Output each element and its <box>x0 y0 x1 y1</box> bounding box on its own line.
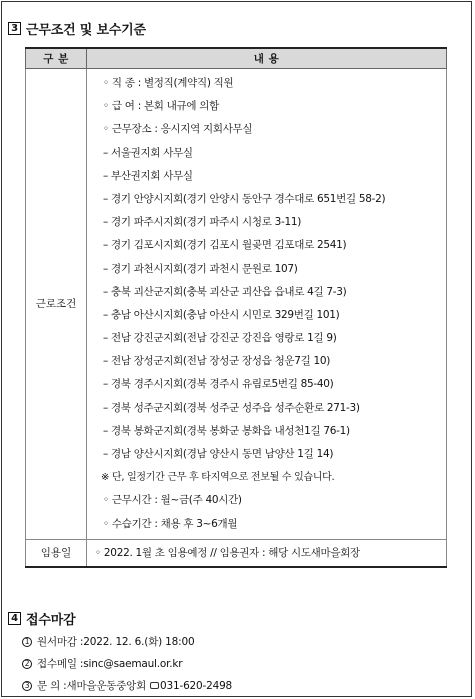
office-item: – 경기 김포시지회(경기 김포시 월곶면 김포대로 2541) <box>103 239 347 252</box>
telephone-icon <box>150 682 159 689</box>
office-item: – 경북 경주시지회(경북 경주시 유림로5번길 85-40) <box>103 378 334 391</box>
section3-heading <box>8 19 146 38</box>
office-item: – 경기 과천시지회(경기 과천시 문원로 107) <box>103 262 298 275</box>
office-item: – 경기 파주시지회(경기 파주시 시청로 3-11) <box>103 216 302 229</box>
email-item <box>22 656 182 671</box>
email-label: 접수메일 : <box>37 658 84 670</box>
office-item: – 부산권지회 사무실 <box>103 169 193 182</box>
office-item: – 경북 봉화군지회(경북 봉화군 봉화읍 내성천1길 76-1) <box>103 424 350 437</box>
table-row-appointment <box>26 539 447 567</box>
conditions-table <box>25 47 447 568</box>
inquiry-item <box>22 678 232 693</box>
office-item: – 충남 아산시지회(충남 아산시 시민로 329번길 101) <box>103 308 340 321</box>
office-item: – 경남 양산시지회(경남 양산시 동면 남양산 1길 14) <box>103 448 334 460</box>
office-item: – 전남 강진군지회(전남 강진군 강진읍 영랑로 1길 9) <box>103 332 337 345</box>
work-hours-line: ◦ 근무시간 : 월~금(주 40시간) <box>103 494 242 507</box>
row-label-appointment: 임용일 <box>26 539 87 567</box>
header-category: 구 분 <box>26 48 87 69</box>
circled-number: 1 <box>22 637 32 647</box>
office-item: – 전남 장성군지회(전남 장성군 장성읍 청운7길 10) <box>103 355 331 368</box>
deadline-value: 2022. 12. 6.(화) 18:00 <box>83 636 195 648</box>
header-content: 내 용 <box>87 48 447 69</box>
circled-number: 2 <box>22 659 32 669</box>
transfer-note: ※ 단, 일정기간 근무 후 타지역으로 전보될 수 있습니다. <box>101 472 335 484</box>
office-item: – 경북 성주군지회(경북 성주군 성주읍 성주순환로 271-3) <box>103 401 360 414</box>
job-type-line: ◦ 직 종 : 별정직(계약직) 직원 <box>103 77 234 89</box>
deadline-item <box>22 634 194 649</box>
table-header-row <box>26 48 447 69</box>
appointment-text: ◦ 2022. 1월 초 임용예정 // 임용권자 : 해당 시도새마을회장 <box>95 546 360 559</box>
section3-title: 근무조건 및 보수기준 <box>26 23 146 38</box>
inquiry-value: 새마을운동중앙회 <box>66 680 147 692</box>
office-item: – 경기 안양시지회(경기 안양시 동안구 경수대로 651번길 58-2) <box>103 192 386 205</box>
email-value[interactable]: sinc@saemaul.or.kr <box>83 657 183 670</box>
row-content-appointment <box>87 539 447 567</box>
phone-number: 031-620-2498 <box>160 679 233 692</box>
office-item: – 서울권지회 사무실 <box>103 146 193 159</box>
circled-number: 3 <box>22 681 32 691</box>
office-item: – 충북 괴산군지회(충북 괴산군 괴산읍 읍내로 4길 7-3) <box>103 285 347 298</box>
table-row-work-conditions <box>26 69 447 540</box>
salary-line: ◦ 급 여 : 본회 내규에 의함 <box>103 100 219 113</box>
section4-heading <box>8 609 75 628</box>
inquiry-label: 문 의 : <box>37 680 67 692</box>
deadline-label: 원서마감 : <box>37 636 84 648</box>
row-content-work-conditions <box>87 69 447 540</box>
row-label-work-conditions: 근로조건 <box>26 69 87 540</box>
section3-number: 3 <box>8 22 21 35</box>
probation-line: ◦ 수습기간 : 채용 후 3~6개월 <box>103 517 238 530</box>
workplace-line: ◦ 근무장소 : 응시지역 지회사무실 <box>103 123 253 136</box>
section4-number: 4 <box>8 612 21 625</box>
section4-title: 접수마감 <box>26 613 76 628</box>
